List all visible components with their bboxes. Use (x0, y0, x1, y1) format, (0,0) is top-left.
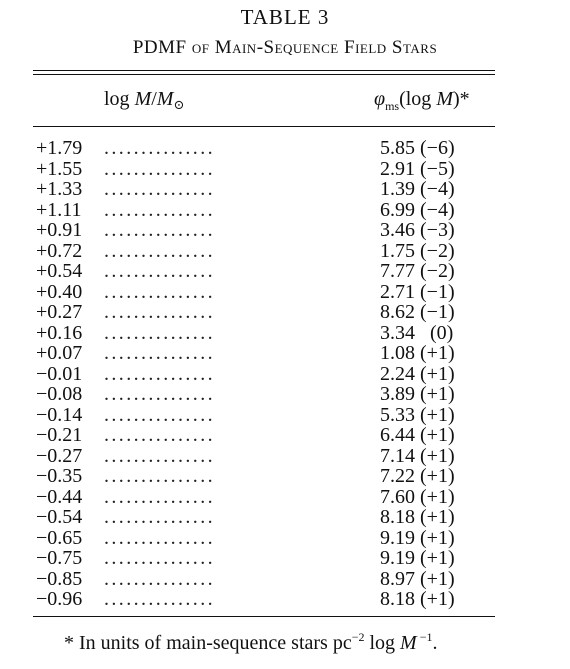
log-mass-cell: +1.33 (36, 178, 83, 200)
leader-dots: ............... (104, 567, 215, 590)
log-mass-cell: −0.01 (36, 362, 83, 385)
footnote-mid: log (364, 632, 401, 654)
table-number: TABLE 3 (240, 5, 330, 29)
table-caption: PDMF of Main-Sequence Field Stars (132, 37, 438, 58)
log-mass-cell: −0.75 (36, 547, 83, 569)
footnote-var: M (400, 632, 417, 654)
phi-cell: 2.91 (−5) (380, 157, 455, 180)
log-mass-cell: +0.72 (36, 239, 83, 262)
log-mass-cell: −0.08 (36, 383, 83, 405)
solar-symbol: ⊙ (173, 97, 185, 112)
table-row (0, 159, 570, 180)
log-mass-cell: −0.14 (36, 403, 83, 426)
log-mass-cell: −0.65 (36, 526, 83, 549)
phi-cell: 8.97 (+1) (380, 567, 455, 590)
table-row (0, 384, 570, 405)
leader-dots: ............... (104, 485, 215, 508)
table-row (0, 446, 570, 467)
phi-cell: 9.19 (+1) (380, 526, 455, 549)
leader-dots: ............... (104, 506, 215, 528)
phi-cell: 6.44 (+1) (380, 424, 455, 446)
bottom-rule (33, 616, 495, 617)
leader-dots: ............... (104, 465, 215, 487)
phi-cell: 3.89 (+1) (380, 383, 455, 405)
table-row (0, 302, 570, 323)
table-row (0, 589, 570, 610)
phi-cell: 1.39 (−4) (380, 178, 455, 200)
phi-cell: 5.85 (−6) (380, 137, 455, 159)
leader-dots: ............... (104, 526, 215, 549)
table-row (0, 528, 570, 549)
phi-cell: 6.99 (−4) (380, 198, 455, 221)
column-header-log-mass (104, 86, 184, 114)
phi-cell: 7.60 (+1) (380, 485, 455, 508)
phi-cell: 7.77 (−2) (380, 260, 455, 282)
leader-dots: ............... (104, 219, 215, 241)
phi-cell: 1.75 (−2) (380, 239, 455, 262)
column-header-log-prefix: log (104, 88, 135, 110)
phi-cell: 5.33 (+1) (380, 403, 455, 426)
footnote-text: In units of main-sequence stars pc (79, 632, 352, 654)
log-mass-cell: −0.35 (36, 465, 83, 487)
log-mass-cell: +0.40 (36, 280, 83, 303)
leader-dots: ............... (104, 362, 215, 385)
footnote (64, 630, 438, 658)
column-header-mass-var: M (134, 88, 152, 110)
log-mass-cell: +1.11 (36, 198, 82, 221)
log-mass-cell: +0.16 (36, 321, 83, 344)
table-row (0, 343, 570, 364)
footnote-exp1: −2 (351, 630, 365, 644)
column-header-phi-close: )* (452, 88, 470, 110)
leader-dots: ............... (104, 342, 215, 364)
top-rule-1 (33, 70, 495, 71)
table-row (0, 548, 570, 569)
table-row (0, 179, 570, 200)
log-mass-cell: −0.54 (36, 506, 83, 528)
table-row (0, 364, 570, 385)
phi-cell: 3.46 (−3) (380, 219, 455, 241)
header-rule (33, 126, 495, 127)
phi-cell: 2.71 (−1) (380, 280, 455, 303)
table-body (0, 138, 570, 610)
table-row (0, 138, 570, 159)
log-mass-cell: −0.85 (36, 567, 83, 590)
leader-dots: ............... (104, 137, 215, 159)
log-mass-cell: −0.96 (36, 588, 83, 610)
phi-cell: 8.62 (−1) (380, 301, 455, 323)
table-row (0, 323, 570, 344)
table-row (0, 405, 570, 426)
leader-dots: ............... (104, 178, 215, 200)
leader-dots: ............... (104, 321, 215, 344)
log-mass-cell: −0.27 (36, 444, 83, 467)
leader-dots: ............... (104, 383, 215, 405)
phi-cell: 2.24 (+1) (380, 362, 455, 385)
table-row (0, 487, 570, 508)
table-row (0, 241, 570, 262)
leader-dots: ............... (104, 403, 215, 426)
log-mass-cell: +0.27 (36, 301, 83, 323)
leader-dots: ............... (104, 588, 215, 610)
footnote-star: * (64, 632, 79, 654)
column-header-phi-arg: (log (399, 88, 437, 110)
leader-dots: ............... (104, 424, 215, 446)
table-row (0, 261, 570, 282)
table-row (0, 282, 570, 303)
phi-cell: 3.34 (0) (380, 321, 454, 344)
leader-dots: ............... (104, 280, 215, 303)
log-mass-cell: +0.91 (36, 219, 83, 241)
column-header-mass-var2: M (156, 88, 174, 110)
leader-dots: ............... (104, 239, 215, 262)
phi-cell: 8.18 (+1) (380, 588, 455, 610)
table-row (0, 466, 570, 487)
log-mass-cell: +0.54 (36, 260, 83, 282)
column-header-phi-subscript: ms (385, 99, 400, 113)
top-rule-2 (33, 74, 495, 75)
leader-dots: ............... (104, 444, 215, 467)
leader-dots: ............... (104, 301, 215, 323)
phi-cell: 9.19 (+1) (380, 547, 455, 569)
log-mass-cell: −0.21 (36, 424, 83, 446)
leader-dots: ............... (104, 260, 215, 282)
log-mass-cell: −0.44 (36, 485, 83, 508)
leader-dots: ............... (104, 198, 215, 221)
column-header-phi (374, 86, 470, 114)
phi-cell: 8.18 (+1) (380, 506, 455, 528)
footnote-exp2: −1 (416, 630, 433, 644)
footnote-end: . (432, 632, 438, 654)
table-row (0, 507, 570, 528)
log-mass-cell: +1.55 (36, 157, 83, 180)
table-row (0, 200, 570, 221)
column-header-phi-argvar: M (436, 88, 453, 110)
table-row (0, 425, 570, 446)
leader-dots: ............... (104, 157, 215, 180)
column-header-slash: / (151, 88, 157, 110)
column-header-phi-symbol: φ (374, 88, 386, 110)
phi-cell: 7.14 (+1) (380, 444, 455, 467)
phi-cell: 7.22 (+1) (380, 465, 455, 487)
table-row (0, 569, 570, 590)
log-mass-cell: +1.79 (36, 137, 83, 159)
leader-dots: ............... (104, 547, 215, 569)
log-mass-cell: +0.07 (36, 342, 83, 364)
phi-cell: 1.08 (+1) (380, 342, 455, 364)
table-row (0, 220, 570, 241)
